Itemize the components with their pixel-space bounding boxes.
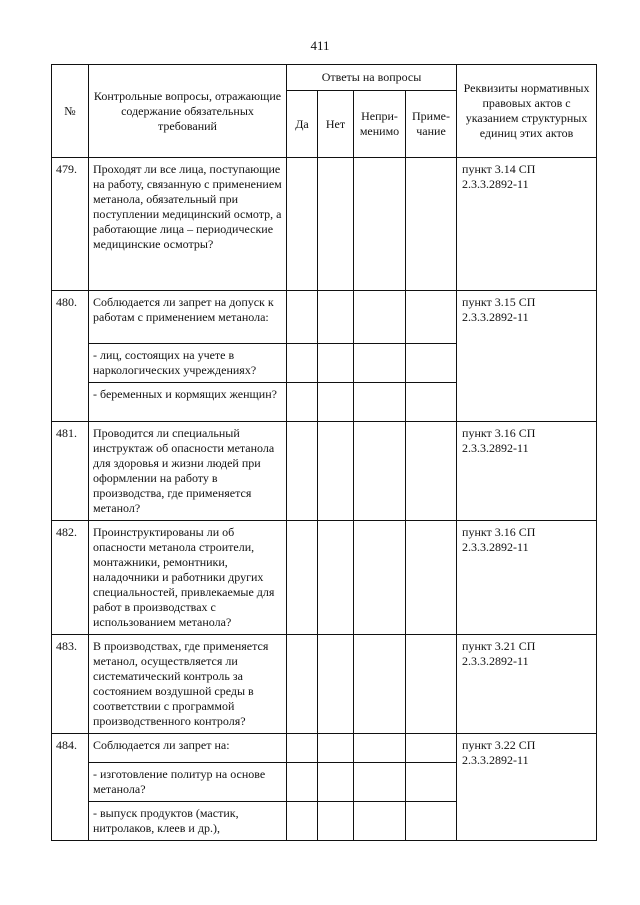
answer-yes-cell[interactable] — [287, 802, 318, 841]
answer-no-cell[interactable] — [318, 763, 354, 802]
answer-not-applicable-cell[interactable] — [354, 344, 406, 383]
answer-note-cell[interactable] — [406, 734, 457, 763]
answer-note-cell[interactable] — [406, 158, 457, 291]
row-requisite: пункт 3.14 СП 2.3.3.2892-11 — [457, 158, 597, 291]
answer-yes-cell[interactable] — [287, 422, 318, 521]
answer-not-applicable-cell[interactable] — [354, 802, 406, 841]
table-row — [52, 291, 597, 344]
row-number: 479. — [52, 158, 89, 291]
answer-no-cell[interactable] — [318, 158, 354, 291]
row-number: 480. — [52, 291, 89, 422]
header-yes: Да — [287, 91, 318, 158]
answer-note-cell[interactable] — [406, 802, 457, 841]
answer-no-cell[interactable] — [318, 291, 354, 344]
row-question: Соблюдается ли запрет на допуск к работам с применением метанола: — [89, 291, 287, 344]
row-subitem: - изготовление политур на основе метанола? — [89, 763, 287, 802]
row-number: 481. — [52, 422, 89, 521]
table-row — [52, 734, 597, 763]
page-number: 411 — [310, 38, 330, 53]
row-question: Соблюдается ли запрет на: — [89, 734, 287, 763]
header-requisites: Реквизиты нормативных правовых актов с указанием структурных единиц этих актов — [457, 65, 597, 158]
table-row — [52, 158, 597, 291]
row-question: Проходят ли все лица, поступающие на работу, связанную с применением метанола, обязательный при поступлении медицинский осмотр, а работающие лица – периодические медицинские осмотры? — [89, 158, 287, 291]
answer-not-applicable-cell[interactable] — [354, 158, 406, 291]
header-no: Нет — [318, 91, 354, 158]
answer-note-cell[interactable] — [406, 344, 457, 383]
row-number: 484. — [52, 734, 89, 841]
header-number: № — [52, 65, 89, 158]
answer-not-applicable-cell[interactable] — [354, 383, 406, 422]
answer-note-cell[interactable] — [406, 291, 457, 344]
answer-not-applicable-cell[interactable] — [354, 763, 406, 802]
answer-not-applicable-cell[interactable] — [354, 635, 406, 734]
answer-no-cell[interactable] — [318, 802, 354, 841]
answer-no-cell[interactable] — [318, 344, 354, 383]
answer-not-applicable-cell[interactable] — [354, 734, 406, 763]
answer-not-applicable-cell[interactable] — [354, 422, 406, 521]
row-number: 483. — [52, 635, 89, 734]
header-note: Приме-чание — [406, 91, 457, 158]
answer-note-cell[interactable] — [406, 635, 457, 734]
answer-yes-cell[interactable] — [287, 291, 318, 344]
answer-no-cell[interactable] — [318, 383, 354, 422]
row-subitem: - беременных и кормящих женщин? — [89, 383, 287, 422]
answer-yes-cell[interactable] — [287, 521, 318, 635]
header-answers: Ответы на вопросы — [287, 65, 457, 91]
row-subitem: - лиц, состоящих на учете в наркологических учреждениях? — [89, 344, 287, 383]
answer-yes-cell[interactable] — [287, 383, 318, 422]
answer-yes-cell[interactable] — [287, 763, 318, 802]
answer-no-cell[interactable] — [318, 734, 354, 763]
answer-note-cell[interactable] — [406, 383, 457, 422]
header-question: Контрольные вопросы, отражающие содержание обязательных требований — [89, 65, 287, 158]
checklist-table — [51, 64, 597, 841]
row-subitem: - выпуск продуктов (мастик, нитролаков, клеев и др.), — [89, 802, 287, 841]
answer-no-cell[interactable] — [318, 521, 354, 635]
answer-note-cell[interactable] — [406, 422, 457, 521]
answer-yes-cell[interactable] — [287, 635, 318, 734]
answer-note-cell[interactable] — [406, 763, 457, 802]
answer-not-applicable-cell[interactable] — [354, 291, 406, 344]
answer-yes-cell[interactable] — [287, 734, 318, 763]
table-row — [52, 521, 597, 635]
answer-yes-cell[interactable] — [287, 158, 318, 291]
answer-no-cell[interactable] — [318, 422, 354, 521]
row-requisite: пункт 3.16 СП 2.3.3.2892-11 — [457, 521, 597, 635]
row-requisite: пункт 3.21 СП 2.3.3.2892-11 — [457, 635, 597, 734]
row-requisite: пункт 3.16 СП 2.3.3.2892-11 — [457, 422, 597, 521]
row-requisite: пункт 3.22 СП 2.3.3.2892-11 — [457, 734, 597, 841]
row-requisite: пункт 3.15 СП 2.3.3.2892-11 — [457, 291, 597, 422]
table-row — [52, 422, 597, 521]
row-number: 482. — [52, 521, 89, 635]
row-question: В производствах, где применяется метанол, осуществляется ли систематический контроль за состоянием воздушной среды в соответствии с программой производственного контроля? — [89, 635, 287, 734]
answer-note-cell[interactable] — [406, 521, 457, 635]
answer-not-applicable-cell[interactable] — [354, 521, 406, 635]
header-not-applicable: Непри-менимо — [354, 91, 406, 158]
row-question: Проинструктированы ли об опасности метанола строители, монтажники, ремонтники, наладочники и работники других специальностей, привлекаемые для работ в производствах с использованием метанола? — [89, 521, 287, 635]
answer-no-cell[interactable] — [318, 635, 354, 734]
table-row — [52, 635, 597, 734]
answer-yes-cell[interactable] — [287, 344, 318, 383]
row-question: Проводится ли специальный инструктаж об опасности метанола для здоровья и жизни людей при оформлении на работу в производства, где применяется метанол? — [89, 422, 287, 521]
